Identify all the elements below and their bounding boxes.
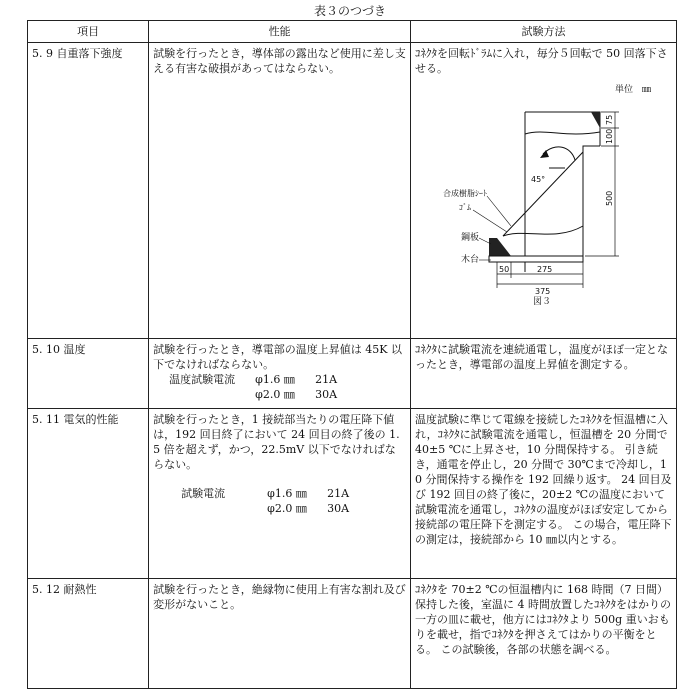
row-item-label: 5. 11 電気的性能 — [32, 413, 119, 426]
figure-caption: 図３ — [533, 297, 552, 307]
row-method — [411, 43, 677, 339]
label-wood: 木台 — [461, 255, 480, 265]
drum-step — [583, 146, 600, 206]
header-row — [28, 21, 677, 43]
bottom-steel-plate — [489, 238, 511, 256]
table-row — [28, 339, 677, 409]
method-text: ｺﾈｸﾀを 70±2 ℃の恒温槽内に 168 時間（7 日間）保持した後，室温に 4 時間放置したｺﾈｸﾀをはかりの一方の皿に載せ，他方にはｺﾈｸﾀより 500g 重いおもりを載せ，指でｺﾈｸﾀを押さえてはかりの平衡をとる。 この試験後，各部の状態を調べる。 — [415, 583, 672, 656]
row-item-label: 5. 9 自重落下強度 — [32, 47, 123, 60]
label-rubber: ｺﾞﾑ — [459, 203, 472, 212]
unit-label: 単位 ㎜ — [615, 85, 652, 95]
method-text: ｺﾈｸﾀを回転ﾄﾞﾗﾑに入れ，毎分５回転で 50 回落下させる。 — [415, 47, 668, 75]
temp-current-row-1 — [153, 372, 406, 387]
test-current-amp-1: 21A — [327, 487, 350, 500]
performance-text: 試験を行ったとき，導体部の露出など使用に差し支える有害な破損があってはならない。 — [153, 47, 406, 75]
test-current-label: 試験電流 — [181, 487, 226, 500]
dim-75: 75 — [605, 114, 615, 125]
row-performance — [149, 409, 411, 579]
temp-current-label: 温度試験電流 — [169, 373, 236, 386]
dim-500: 500 — [605, 190, 615, 206]
temp-current-amp-1: 21A — [315, 373, 338, 386]
temp-current-size-2: φ2.0 ㎜ — [255, 388, 295, 401]
top-steel-plate — [591, 112, 600, 128]
temp-current-amp-2: 30A — [315, 388, 338, 401]
rotation-arrow-icon — [540, 150, 549, 158]
row-performance — [149, 339, 411, 409]
dim-375: 375 — [535, 287, 551, 296]
row-item-label: 5. 10 温度 — [32, 343, 86, 356]
drum-top-outline — [525, 112, 600, 146]
label-sheet: 合成樹脂ｼｰﾄ — [443, 189, 488, 198]
row-item — [28, 43, 149, 339]
temp-current-size-1: φ1.6 ㎜ — [255, 373, 295, 386]
row-item — [28, 579, 149, 689]
temp-current-row-2 — [153, 387, 406, 402]
row-method — [411, 579, 677, 689]
test-current-row-1 — [153, 486, 406, 501]
table-row — [28, 409, 677, 579]
test-current-amp-2: 30A — [327, 502, 350, 515]
drop-test-diagram — [415, 76, 667, 308]
row-method — [411, 339, 677, 409]
row-item-label: 5. 12 耐熱性 — [32, 583, 97, 596]
dim-50: 50 — [499, 265, 510, 274]
method-text: 温度試験に準じて電線を接続したｺﾈｸﾀを恒温槽に入れ，ｺﾈｸﾀに試験電流を通電し，恒温槽を 20 分間で 40±5 ℃に上昇させ，10 分間保持する。 引き続き，通電を停止し，20 分間で 30℃まで冷却し，10 分間保持する操作を 192 回繰り返す。 24 回目及び 192 回目の終了後に，20±2 ℃の温度において試験電流を通電し，ｺﾈｸﾀの温度がほぼ安定してから接続部の電圧降下を測定する。 この場合，電圧降下の測定は，接続部から 10 ㎜以内とする。 — [415, 413, 672, 546]
rotation-arc — [543, 147, 575, 160]
label-steel: 鋼板 — [461, 233, 480, 243]
header-performance: 性能 — [149, 21, 411, 43]
row-performance — [149, 43, 411, 339]
sheet-line-bottom — [503, 226, 583, 236]
row-item — [28, 339, 149, 409]
slope-line — [503, 152, 583, 236]
table-row — [28, 579, 677, 689]
performance-text: 試験を行ったとき，導電部の温度上昇値は 45K 以下でなければならない。 — [153, 343, 402, 371]
header-method: 試験方法 — [411, 21, 677, 43]
wood-base — [489, 256, 583, 262]
sheet-line-top — [525, 132, 600, 134]
test-current-size-2: φ2.0 ㎜ — [267, 502, 307, 515]
row-item — [28, 409, 149, 579]
method-text: ｺﾈｸﾀに試験電流を連続通電し，温度がほぼ一定となったとき，導電部の温度上昇値を測定する。 — [415, 343, 669, 371]
performance-text: 試験を行ったとき，1 接続部当たりの電圧降下値は，192 回目終了において 24 回目の終了後の 1.5 倍を超えず，かつ，22.5mV 以下でなければならない。 — [153, 413, 400, 471]
dim-100: 100 — [605, 128, 615, 144]
figure-3 — [415, 76, 672, 308]
spec-table — [27, 20, 677, 689]
row-method — [411, 409, 677, 579]
table-caption: 表３のつづき — [313, 4, 386, 18]
header-item: 項目 — [28, 21, 149, 43]
test-current-size-1: φ1.6 ㎜ — [267, 487, 307, 500]
dim-275: 275 — [537, 265, 553, 274]
row-performance — [149, 579, 411, 689]
table-row — [28, 43, 677, 339]
performance-text: 試験を行ったとき，絶縁物に使用上有害な割れ及び変形がないこと。 — [153, 583, 406, 611]
test-current-row-2 — [153, 501, 406, 516]
angle-label: 45° — [531, 175, 546, 184]
